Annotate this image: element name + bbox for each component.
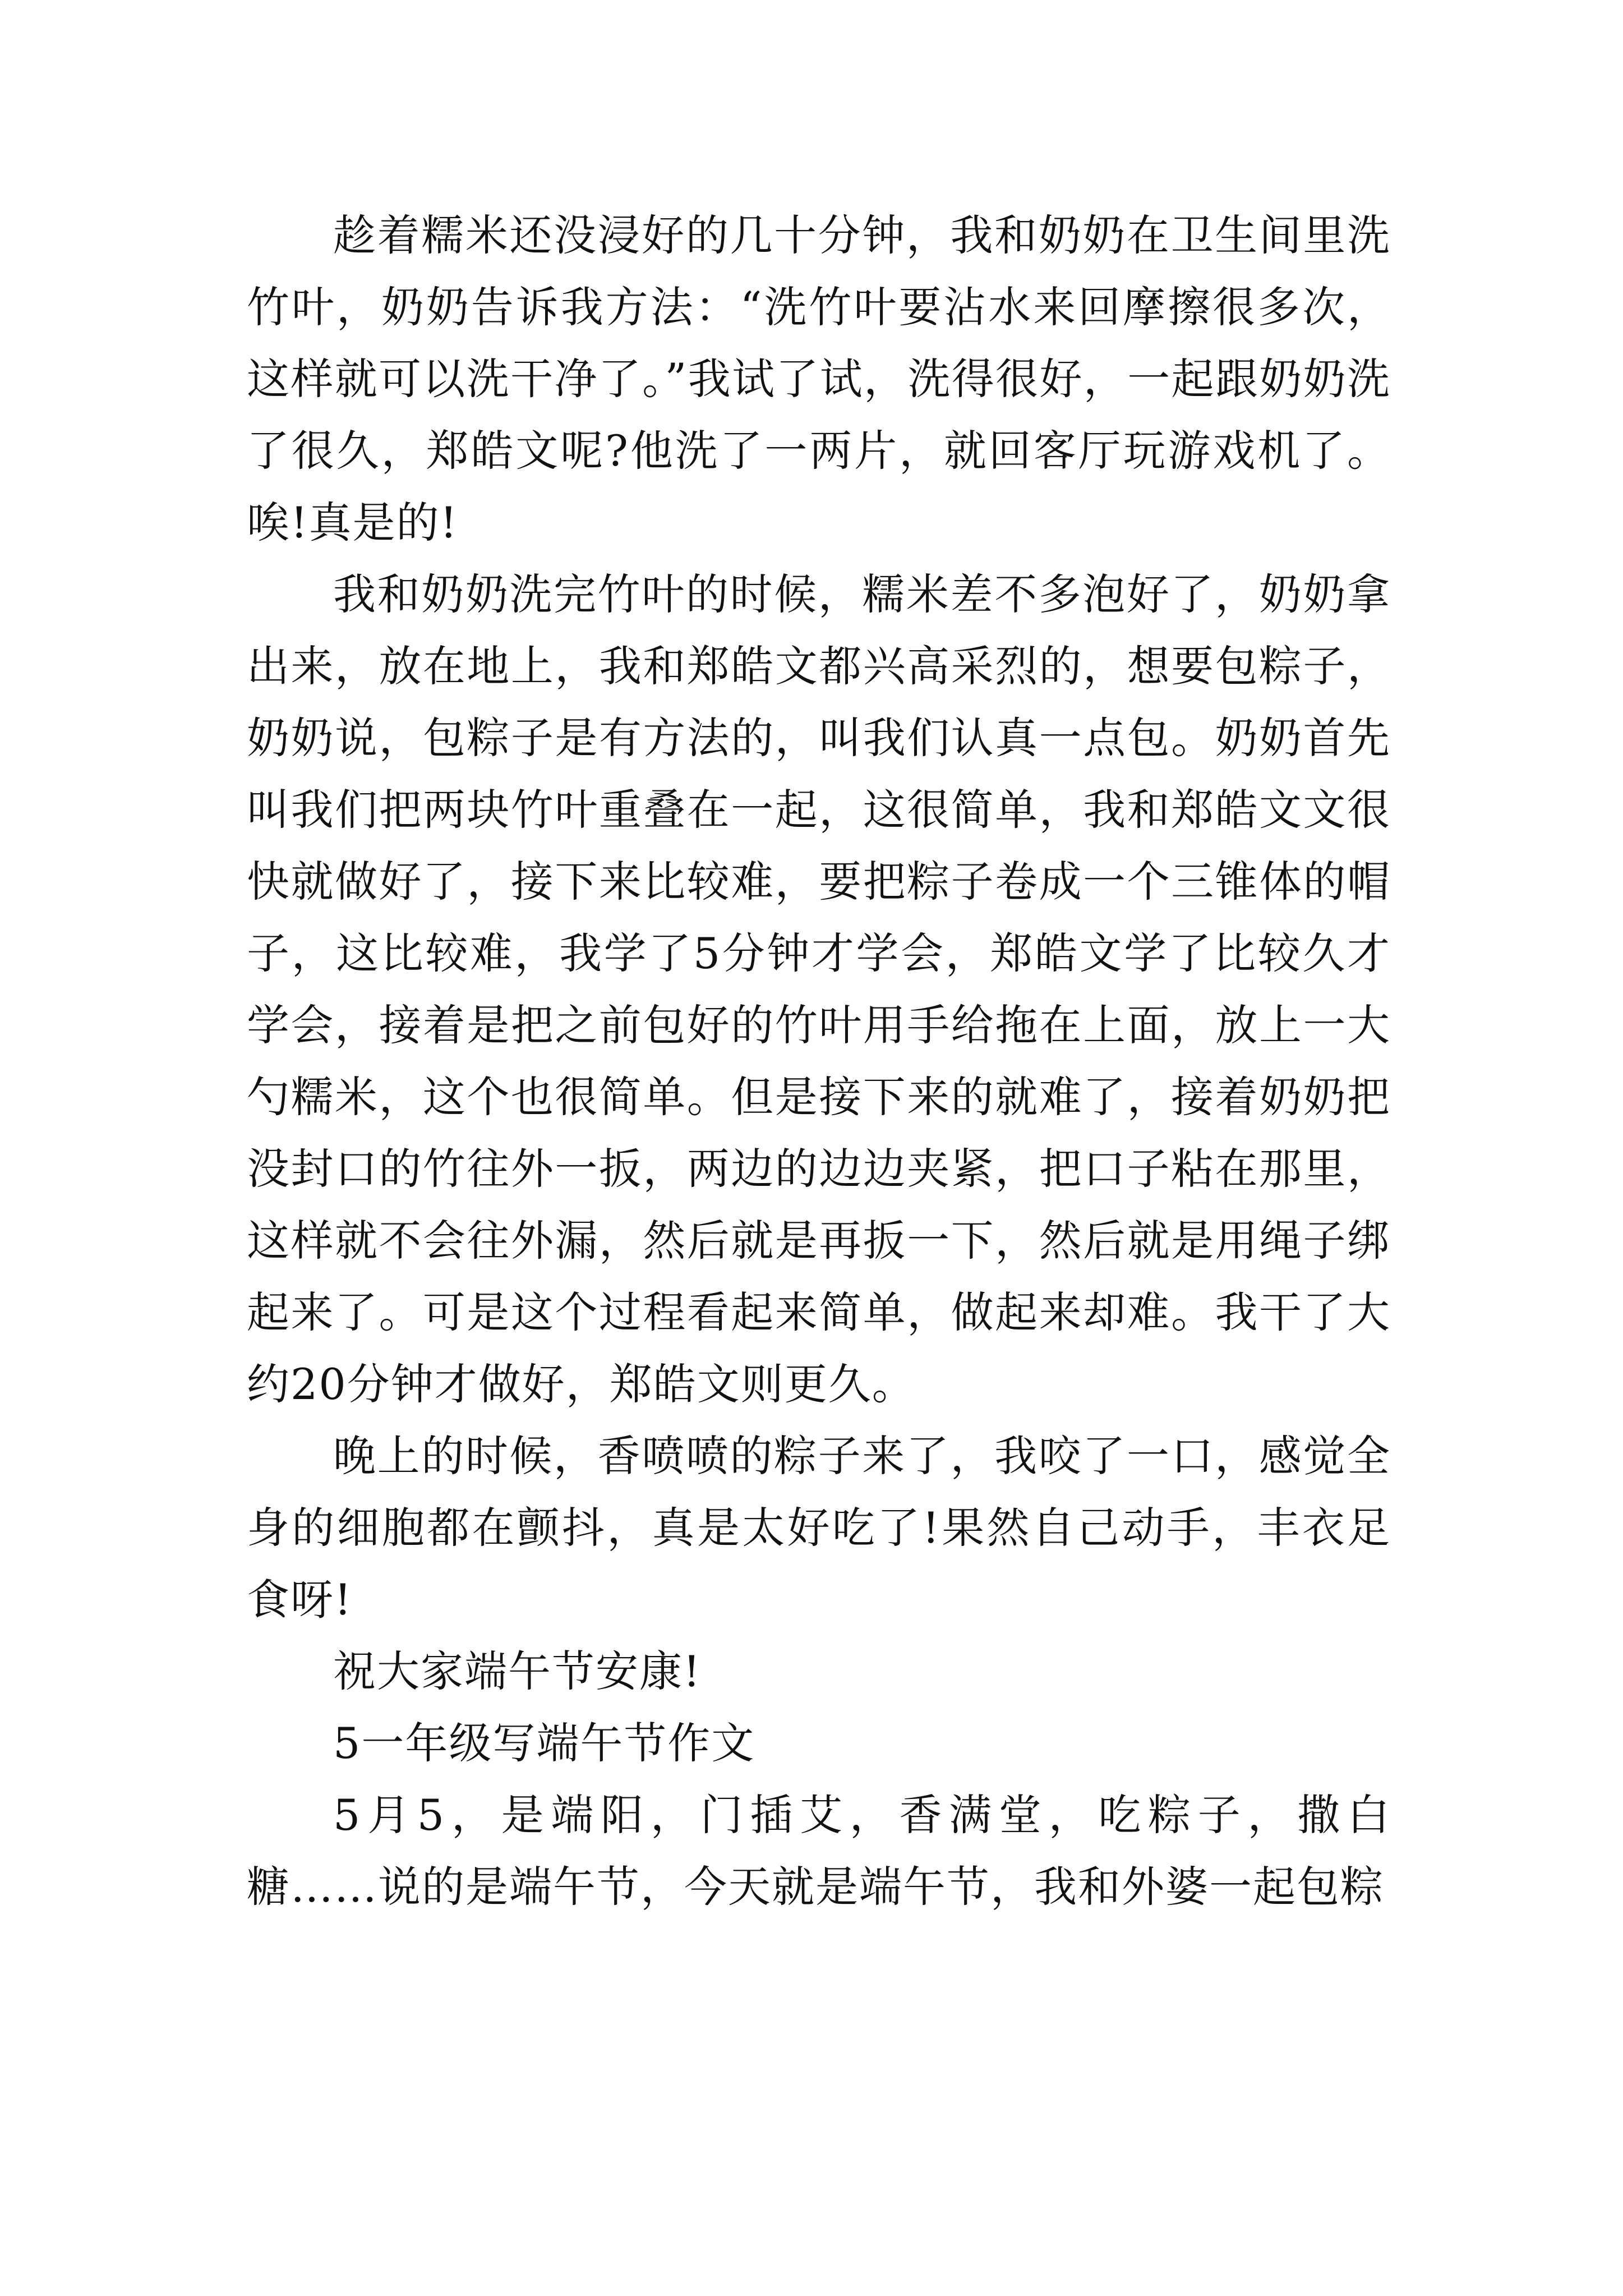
paragraph-eating-zongzi: 晚上的时候，香喷喷的粽子来了，我咬了一口，感觉全身的细胞都在颤抖，真是太好吃了!果然自己动手，丰衣足食呀! [247,1431,1391,1625]
paragraph-essay-start: 5月5，是端阳，门插艾，香满堂，吃粽子，撒白糖……说的是端午节，今天就是端午节，我和外婆一起包粽 [247,1790,1391,1912]
paragraph-washing-leaves: 趁着糯米还没浸好的几十分钟，我和奶奶在卫生间里洗竹叶，奶奶告诉我方法：“洗竹叶要沾水来回摩擦很多次，这样就可以洗干净了。”我试了试，洗得很好，一起跟奶奶洗了很久，郑皓文呢?他洗了一两片，就回客厅玩游戏机了。唉!真是的! [247,210,1391,547]
essay-heading: 5一年级写端午节作文 [333,1718,755,1768]
body-text [247,200,1391,1923]
paragraph-greeting: 祝大家端午节安康! [333,1646,702,1696]
paragraph-wrapping-zongzi: 我和奶奶洗完竹叶的时候，糯米差不多泡好了，奶奶拿出来，放在地上，我和郑皓文都兴高采烈的，想要包粽子，奶奶说，包粽子是有方法的，叫我们认真一点包。奶奶首先叫我们把两块竹叶重叠在一起，这很简单，我和郑皓文文很快就做好了，接下来比较难，要把粽子卷成一个三锥体的帽子，这比较难，我学了5分钟才学会，郑皓文学了比较久才学会，接着是把之前包好的竹叶用手给拖在上面，放上一大勺糯米，这个也很简单。但是接下来的就难了，接着奶奶把没封口的竹往外一扳，两边的边边夹紧，把口子粘在那里，这样就不会往外漏，然后就是再扳一下，然后就是用绳子绑起来了。可是这个过程看起来简单，做起来却难。我干了大约20分钟才做好，郑皓文则更久。 [247,569,1391,1409]
